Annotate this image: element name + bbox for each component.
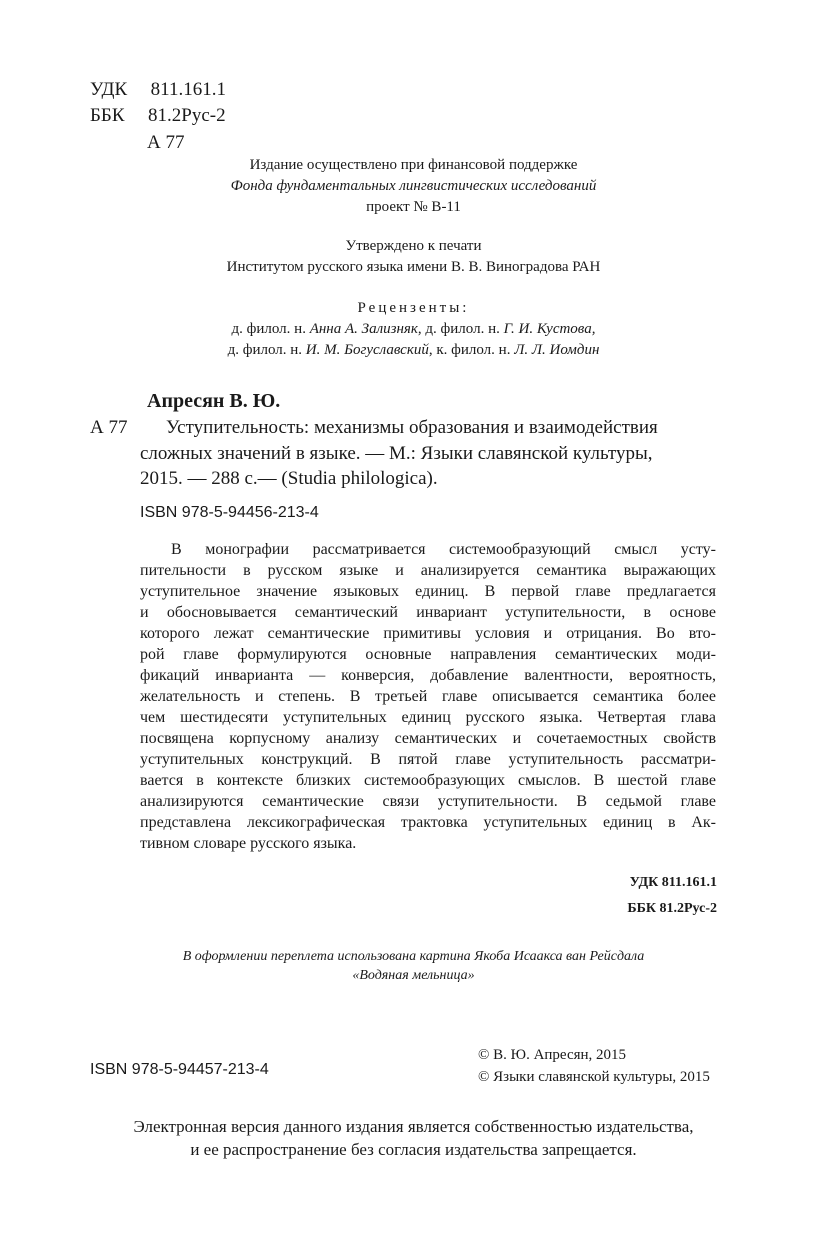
udk-row (90, 79, 226, 101)
footer-isbn: ISBN 978-5-94457-213-4 (90, 1061, 269, 1078)
reviewer-name: И. М. Богуславский (305, 342, 429, 358)
reviewers-line1 (0, 321, 827, 338)
funding-line1: Издание осуществлено при финансовой поддержке (249, 157, 578, 173)
record-title-line3: 2015. — 288 с.— (Studia philologica). (140, 468, 438, 489)
code-bbk: ББК 81.2Рус-2 (627, 901, 717, 916)
approval-line2: Институтом русского языка имени В. В. Виноградова РАН (226, 259, 601, 275)
annotation-line: посвящена корпусному анализу семантических и сочетаемостных свойств (140, 730, 716, 747)
annotation-line: желательность и степень. В третьей главе описывается семантика более (140, 688, 716, 705)
reviewers-heading: Рецензенты: (357, 300, 470, 316)
copyright-publisher: © Языки славянской культуры, 2015 (478, 1069, 710, 1085)
reviewer-degree: , к. филол. н. (428, 342, 511, 358)
annotation-line: чем шестидесяти уступительных единиц русского языка. Четвертая глава (140, 709, 716, 726)
record-isbn: ISBN 978-5-94456-213-4 (140, 504, 319, 521)
record-title-line1: Уступительность: механизмы образования и взаимодействия (166, 417, 658, 438)
reviewer-name: Анна А. Зализняк (309, 321, 418, 337)
udk-value: 811.161.1 (150, 79, 226, 100)
bbk-label: ББК (90, 105, 125, 126)
record-mark: А 77 (90, 417, 128, 438)
approval-line1: Утверждено к печати (345, 238, 482, 254)
author-mark: А 77 (147, 132, 185, 153)
reviewer-degree: д. филол. н. (231, 321, 306, 337)
funding-line3: проект № В-11 (366, 199, 461, 215)
annotation-line: и обосновывается семантический инвариант уступительности, в основе (140, 604, 716, 621)
notice-line1: Электронная версия данного издания является собственностью издательства, (133, 1117, 694, 1136)
reviewer-name: Л. Л. Иомдин (514, 342, 600, 358)
code-udk: УДК 811.161.1 (629, 875, 717, 890)
reviewer-degree: , д. филол. н. (417, 321, 500, 337)
reviewer-degree: д. филол. н. (227, 342, 303, 358)
bbk-value: 81.2Рус-2 (148, 105, 226, 126)
annotation-line: тивном словаре русского языка. (140, 835, 357, 852)
annotation-line: фикаций инварианта — конверсия, добавление валентности, вероятность, (140, 667, 716, 684)
annotation-line: которого лежат семантические примитивы условия и отрицания. Во вто- (140, 625, 716, 642)
record-title-line2: сложных значений в языке. — М.: Языки славянской культуры, (140, 443, 653, 464)
bbk-row (90, 105, 226, 127)
udk-label: УДК (90, 79, 128, 100)
notice-line2: и ее распространение без согласия издательства запрещается. (190, 1140, 637, 1159)
annotation-line: вается в контексте близких системообразующих смыслов. В шестой главе (140, 772, 716, 789)
reviewer-name: Г. И. Кустова, (503, 321, 596, 337)
annotation-line: пительности в русском языке и анализируется семантика выражающих (140, 562, 716, 579)
annotation-line: представлена лексикографическая трактовка уступительных единиц в Ак- (140, 814, 716, 831)
record-author: Апресян В. Ю. (147, 390, 281, 412)
cover-note-line1: В оформлении переплета использована картина Якоба Исаакса ван Рейсдала (182, 949, 645, 964)
annotation-line: уступительное значение языковых единиц. В первой главе предлагается (140, 583, 716, 600)
annotation-line: анализируются семантические связи уступительности. В седьмой главе (140, 793, 716, 810)
reviewers-line2 (0, 342, 827, 359)
annotation-line: рой главе формулируются основные направления семантических моди- (140, 646, 716, 663)
annotation (140, 539, 716, 854)
copyright-author: © В. Ю. Апресян, 2015 (478, 1047, 627, 1063)
funding-line2: Фонда фундаментальных лингвистических исследований (230, 178, 597, 194)
annotation-line: уступительных конструкций. В пятой главе уступительность рассматри- (140, 751, 716, 768)
annotation-line: В монографии рассматривается системообразующий смысл усту- (171, 541, 716, 558)
cover-note-line2: «Водяная мельница» (352, 968, 475, 983)
